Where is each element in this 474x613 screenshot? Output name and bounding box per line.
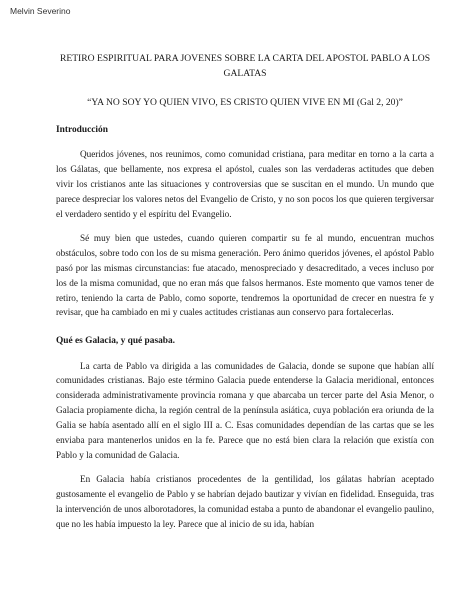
paragraph: Sé muy bien que ustedes, cuando quieren compartir su fe al mundo, encuentran muchos obstáculos, sobre todo con los de su misma generación. Pero ánimo queridos jóvenes, el apóstol Pablo pasó por las mismas circunstancias: fue atacado, menospreciado y desacreditado, a veces incluso por los de la misma comunidad, que no eran más que falsos hermanos. Este momento que vamos tener de retiro, teniendo la carta de Pablo, como soporte, tendremos la oportunidad de crecer en nuestra fe y revisar, que ha cambiado en mi y cuales actitudes cristianas aun conservo para fortalecerlas. — [56, 232, 434, 318]
paragraph: La carta de Pablo va dirigida a las comunidades de Galacia, donde se supone que habían allí comunidades cristianas. Bajo este término Galacia puede entenderse la Galacia meridional, entonces considerada administrativamente provincia romana y que abarcaba un tercer parte del Asia Menor, o Galacia propiamente dicha, la región central de la península asiática, cuya población era oriunda de la Galia se había asentado allí en el siglo III a. C. Esas comunidades dependían de las cartas que se les enviaba para mantenerlos unidos en la fe. Parece que no está bien clara la relación que existía con Pablo y la comunidad de Galacia. — [56, 360, 434, 461]
document-page — [56, 52, 434, 532]
running-header-author: Melvin Severino — [10, 6, 71, 16]
document-subtitle: “YA NO SOY YO QUIEN VIVO, ES CRISTO QUIEN VIVE EN MI (Gal 2, 20)” — [87, 96, 403, 108]
paragraph: Queridos jóvenes, nos reunimos, como comunidad cristiana, para meditar en torno a la carta a los Gálatas, que bellamente, nos expresa el apóstol, cuales son las verdaderas actitudes que deben vivir los cristianos ante las situaciones y controversias que se suscitan en el mundo. Un mundo que parece despreciar los valores netos del Evangelio de Cristo, y no son pocos los que quieren tergiversar el verdadero sentido y el espíritu del Evangelio. — [56, 149, 434, 219]
section-heading-galacia: Qué es Galacia, y qué pasaba. — [56, 336, 176, 347]
document-title: RETIRO ESPIRITUAL PARA JOVENES SOBRE LA CARTA DEL APOSTOL PABLO A LOS GALATAS — [59, 53, 431, 79]
paragraph: En Galacia había cristianos procedentes de la gentilidad, los gálatas habrían aceptado gustosamente el evangelio de Pablo y se habrían dejado bautizar y vivían en fidelidad. Enseguida, tras la intervención de unos alborotadores, la comunidad estaba a punto de abandonar el evangelio paulino, que no les había impuesto la ley. Parece que al inicio de su ida, habían — [56, 473, 434, 529]
section-heading-introduccion: Introducción — [56, 125, 108, 136]
